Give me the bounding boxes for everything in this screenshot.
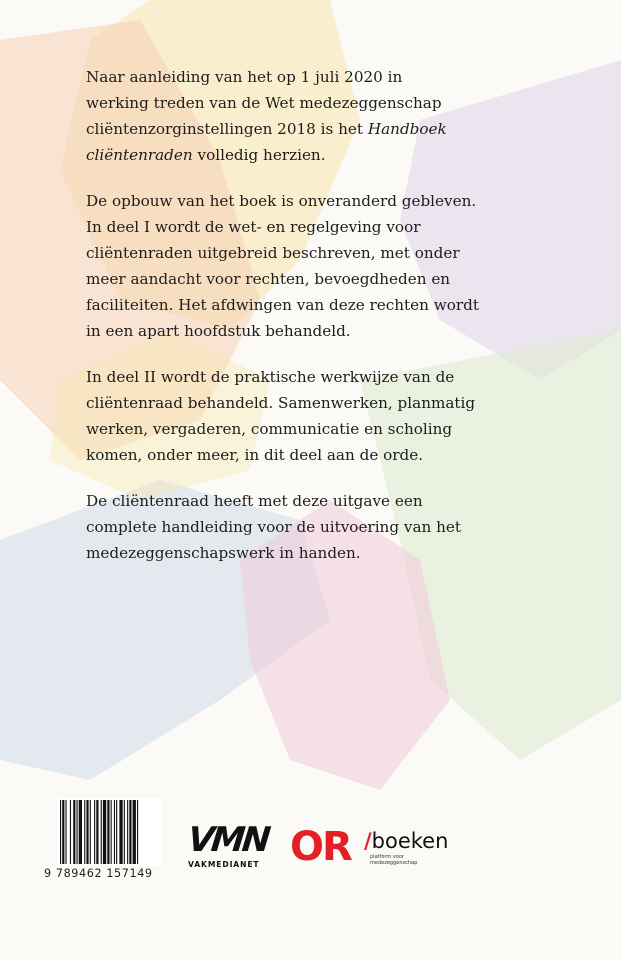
paragraph-4 [86,488,566,566]
barcode-bar [124,800,125,864]
barcode-bar [116,800,117,864]
paragraph-1-line-3: cliëntenzorginstellingen 2018 is het [86,120,368,138]
barcode-bar [66,800,67,864]
paragraph-3-line: komen, onder meer, in dit deel aan de orde. [86,446,424,464]
barcode-bar [73,800,75,864]
paragraph-2-line: meer aandacht voor rechten, bevoegdheden en [86,270,451,288]
paragraph-3-line: cliëntenraad behandeld. Samenwerken, planmatig [86,394,476,412]
barcode-bar [137,800,138,864]
isbn-number: 9 789462 157149 [44,867,153,880]
back-cover-blurb [86,64,566,586]
or-logo: OR [290,824,351,870]
barcode-bar [94,800,95,864]
barcode-bar [103,800,106,864]
barcode-bar [127,800,128,864]
barcode-bars [58,798,162,866]
barcode-bar [77,800,78,864]
barcode-bar [111,800,112,864]
barcode-bar [90,800,91,864]
boeken-logo-tagline-2: medezeggenschap [370,860,418,866]
paragraph-1-line-2: werking treden van de Wet medezeggenschap [86,94,442,112]
paragraph-1 [86,64,566,168]
paragraph-4-line: De cliëntenraad heeft met deze uitgave een [86,492,423,510]
barcode-bar [107,800,109,864]
boeken-logo-text: boeken [371,829,449,853]
boeken-logo-word [364,828,454,854]
paragraph-3 [86,364,566,468]
paragraph-2-line: In deel I wordt de wet- en regelgeving voor [86,218,421,236]
book-title-part-2: cliëntenraden [86,146,193,164]
barcode-bar [79,800,82,864]
paragraph-4-line: medezeggenschapswerk in handen. [86,544,361,562]
paragraph-2-line: De opbouw van het boek is onveranderd gebleven. [86,192,477,210]
book-title-part-1: Handboek [367,120,447,138]
vakmedianet-logo [185,820,278,874]
barcode-bar [86,800,88,864]
barcode-bar [114,800,115,864]
paragraph-2 [86,188,566,344]
barcode-bar [133,800,136,864]
paragraph-3-line: In deel II wordt de praktische werkwijze van de [86,368,455,386]
barcode-bar [119,800,122,864]
vmn-logo-word: VMN [185,820,270,860]
paragraph-4-line: complete handleiding voor de uitvoering van het [86,518,462,536]
paragraph-2-line: cliëntenraden uitgebreid beschreven, met onder [86,244,460,262]
barcode-bar [62,800,64,864]
paragraph-3-line: werken, vergaderen, communicatie en scholing [86,420,453,438]
barcode-bar [84,800,85,864]
paragraph-2-line: faciliteiten. Het afdwingen van deze rechten wordt [86,296,479,314]
vmn-logo-subtitle: VAKMEDIANET [188,860,260,869]
paragraph-2-line: in een apart hoofdstuk behandeld. [86,322,351,340]
boeken-logo-slash: / [364,829,372,853]
barcode-bar [96,800,98,864]
paragraph-1-line-1: Naar aanleiding van het op 1 juli 2020 in [86,68,403,86]
boeken-logo [364,828,454,872]
paragraph-1-line-4: volledig herzien. [192,146,326,164]
barcode-bar [101,800,102,864]
isbn-barcode [58,798,162,866]
barcode-bar [70,800,71,864]
barcode-bar [129,800,131,864]
barcode-bar [60,800,61,864]
boeken-logo-tagline-1: platform voor [370,854,404,860]
